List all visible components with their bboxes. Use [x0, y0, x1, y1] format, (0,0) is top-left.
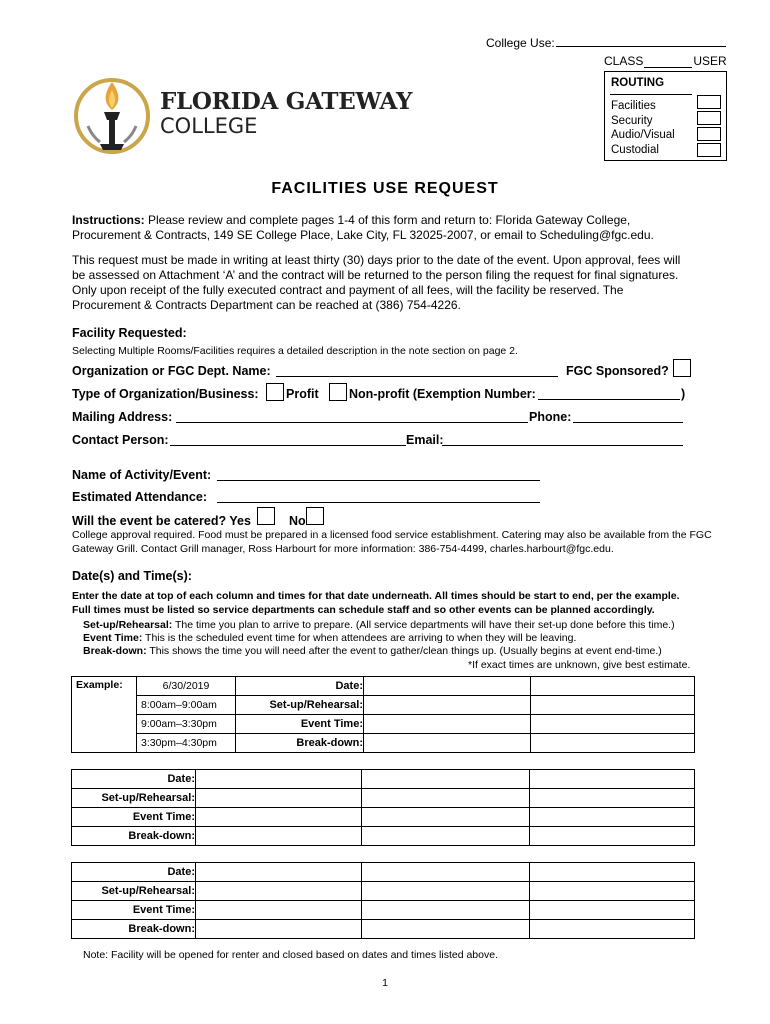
event-cell[interactable]: [530, 808, 695, 827]
row-label-setup: Set-up/Rehearsal:: [72, 882, 196, 901]
event-cell[interactable]: [530, 901, 695, 920]
event-definition: Event Time: This is the scheduled event time for when attendees are arriving to when they will be leaving.: [83, 632, 577, 644]
example-cell[interactable]: [364, 715, 531, 734]
routing-check-facilities[interactable]: [697, 95, 721, 109]
dates-definitions: [83, 619, 703, 658]
setup-cell[interactable]: [362, 789, 530, 808]
activity-label: Name of Activity/Event:: [72, 468, 212, 482]
org-type-label: Type of Organization/Business:: [72, 387, 259, 401]
routing-item-custodial: Custodial: [611, 143, 659, 156]
routing-check-audio-visual[interactable]: [697, 127, 721, 141]
email-label: Email:: [406, 433, 444, 447]
break-cell[interactable]: [362, 920, 530, 939]
event-cell[interactable]: [196, 901, 362, 920]
catered-no-label: No: [289, 514, 306, 528]
routing-title: ROUTING: [611, 77, 665, 89]
date-cell[interactable]: [362, 863, 530, 882]
example-row-label-break: Break-down:: [236, 734, 364, 753]
break-cell[interactable]: [196, 920, 362, 939]
nonprofit-label: Non-profit (Exemption Number:: [349, 387, 536, 401]
email-field[interactable]: [442, 445, 683, 446]
date-table-1: [71, 769, 695, 846]
routing-check-security[interactable]: [697, 111, 721, 125]
dates-heading: Date(s) and Time(s):: [72, 569, 192, 583]
break-definition: Break-down: This shows the time you will need after the event to gather/clean things up. (Usually begins at event end-time.): [83, 645, 662, 657]
example-cell[interactable]: [531, 677, 695, 696]
example-setup-time: 8:00am–9:00am: [137, 696, 236, 715]
page-title: FACILITIES USE REQUEST: [271, 180, 499, 197]
college-seal-logo: [72, 74, 152, 158]
phone-label: Phone:: [529, 410, 572, 424]
org-name-label: Organization or FGC Dept. Name:: [72, 364, 271, 378]
example-cell[interactable]: [531, 734, 695, 753]
example-row-label-setup: Set-up/Rehearsal:: [236, 696, 364, 715]
dates-instruction-1: Enter the date at top of each column and times for that date underneath. All times should be start to end, per the example.: [72, 590, 680, 602]
instructions: [72, 213, 682, 243]
contact-person-label: Contact Person:: [72, 433, 169, 447]
routing-box: [604, 71, 727, 161]
org-name-field[interactable]: [276, 376, 558, 377]
logo-line2: COLLEGE: [160, 114, 258, 138]
catered-yes-checkbox[interactable]: [257, 507, 275, 525]
contact-person-field[interactable]: [170, 445, 406, 446]
date-cell[interactable]: [196, 863, 362, 882]
routing-item-security: Security: [611, 114, 653, 127]
dates-instruction-2: Full times must be listed so service departments can schedule staff and so other events can be planned accordingly.: [72, 604, 655, 616]
break-cell[interactable]: [196, 827, 362, 846]
exemption-number-field[interactable]: [538, 399, 680, 400]
catering-note: College approval required. Food must be prepared in a licensed food service establishment. Catering may also be available from the FGC Gateway Grill. Contact Grill manager, Ross Harbourt for more information: 386-754-4499, charles.harbourt@fgc.edu.: [72, 529, 712, 555]
mailing-address-field[interactable]: [176, 422, 528, 423]
profit-label: Profit: [286, 387, 319, 401]
date-cell[interactable]: [362, 770, 530, 789]
routing-item-audio-visual: Audio/Visual: [611, 129, 675, 141]
example-times-table: [71, 676, 695, 753]
routing-item-facilities: Facilities: [611, 100, 656, 112]
instructions-paragraph-2: This request must be made in writing at least thirty (30) days prior to the date of the event. Upon approval, fees will be assessed on Attachment ‘A’ and the contract will be returned to the person filing the request for final signatures. Only upon receipt of the fully executed contract and payment of all fees, will the facility be reserved. The Procurement & Contracts Department can be reached at (386) 754-4226.: [72, 253, 681, 312]
example-break-time: 3:30pm–4:30pm: [137, 734, 236, 753]
setup-cell[interactable]: [196, 882, 362, 901]
routing-check-custodial[interactable]: [697, 143, 721, 157]
event-cell[interactable]: [362, 808, 530, 827]
example-label: Example:: [72, 677, 137, 753]
attendance-field[interactable]: [217, 502, 540, 503]
setup-cell[interactable]: [362, 882, 530, 901]
page-number: 1: [382, 977, 388, 989]
example-row-label-event: Event Time:: [236, 715, 364, 734]
row-label-setup: Set-up/Rehearsal:: [72, 789, 196, 808]
catered-label: Will the event be catered? Yes: [72, 514, 251, 528]
example-row-label-date: Date:: [236, 677, 364, 696]
break-cell[interactable]: [530, 827, 695, 846]
example-cell[interactable]: [531, 715, 695, 734]
example-cell[interactable]: [531, 696, 695, 715]
footer-note: Note: Facility will be opened for renter and closed based on dates and times listed above.: [83, 949, 498, 961]
facility-note: Selecting Multiple Rooms/Facilities requires a detailed description in the note section on page 2.: [72, 345, 518, 357]
catered-no-checkbox[interactable]: [306, 507, 324, 525]
date-cell[interactable]: [530, 863, 695, 882]
activity-field[interactable]: [217, 480, 540, 481]
event-cell[interactable]: [362, 901, 530, 920]
college-use-label: College Use:: [486, 36, 555, 50]
row-label-break: Break-down:: [72, 827, 196, 846]
college-use-field[interactable]: [556, 46, 726, 47]
fgc-sponsored-label: FGC Sponsored?: [566, 364, 669, 378]
logo-line1: FLORIDA GATEWAY: [160, 88, 413, 115]
break-cell[interactable]: [530, 920, 695, 939]
example-cell[interactable]: [364, 734, 531, 753]
phone-field[interactable]: [573, 422, 683, 423]
example-cell[interactable]: [364, 677, 531, 696]
estimate-note: *If exact times are unknown, give best estimate.: [468, 659, 691, 671]
fgc-sponsored-checkbox[interactable]: [673, 359, 691, 377]
example-date: 6/30/2019: [137, 677, 236, 696]
setup-cell[interactable]: [530, 882, 695, 901]
row-label-event: Event Time:: [72, 901, 196, 920]
routing-list: [611, 99, 675, 157]
example-event-time: 9:00am–3:30pm: [137, 715, 236, 734]
mailing-address-label: Mailing Address:: [72, 410, 173, 424]
setup-cell[interactable]: [530, 789, 695, 808]
row-label-date: Date:: [72, 863, 196, 882]
class-user-line: CLASS USER: [604, 54, 727, 68]
date-table-2: [71, 862, 695, 939]
nonprofit-checkbox[interactable]: [329, 383, 347, 401]
event-cell[interactable]: [196, 808, 362, 827]
break-cell[interactable]: [362, 827, 530, 846]
setup-cell[interactable]: [196, 789, 362, 808]
instructions-text: Please review and complete pages 1-4 of this form and return to: Florida Gateway College, Procurement & Contracts, 149 SE College Place, Lake City, FL 32025-2007, or email to Scheduling@fgc.edu.: [72, 213, 654, 242]
profit-checkbox[interactable]: [266, 383, 284, 401]
close-paren: ): [681, 387, 686, 401]
example-cell[interactable]: [364, 696, 531, 715]
date-cell[interactable]: [196, 770, 362, 789]
setup-definition: Set-up/Rehearsal: The time you plan to arrive to prepare. (All service departments will have their set-up done before this time.): [83, 619, 675, 631]
attendance-label: Estimated Attendance:: [72, 490, 207, 504]
class-field[interactable]: [644, 67, 692, 68]
date-cell[interactable]: [530, 770, 695, 789]
row-label-event: Event Time:: [72, 808, 196, 827]
facility-heading: Facility Requested:: [72, 326, 187, 340]
row-label-date: Date:: [72, 770, 196, 789]
instructions-label: Instructions:: [72, 213, 145, 227]
row-label-break: Break-down:: [72, 920, 196, 939]
